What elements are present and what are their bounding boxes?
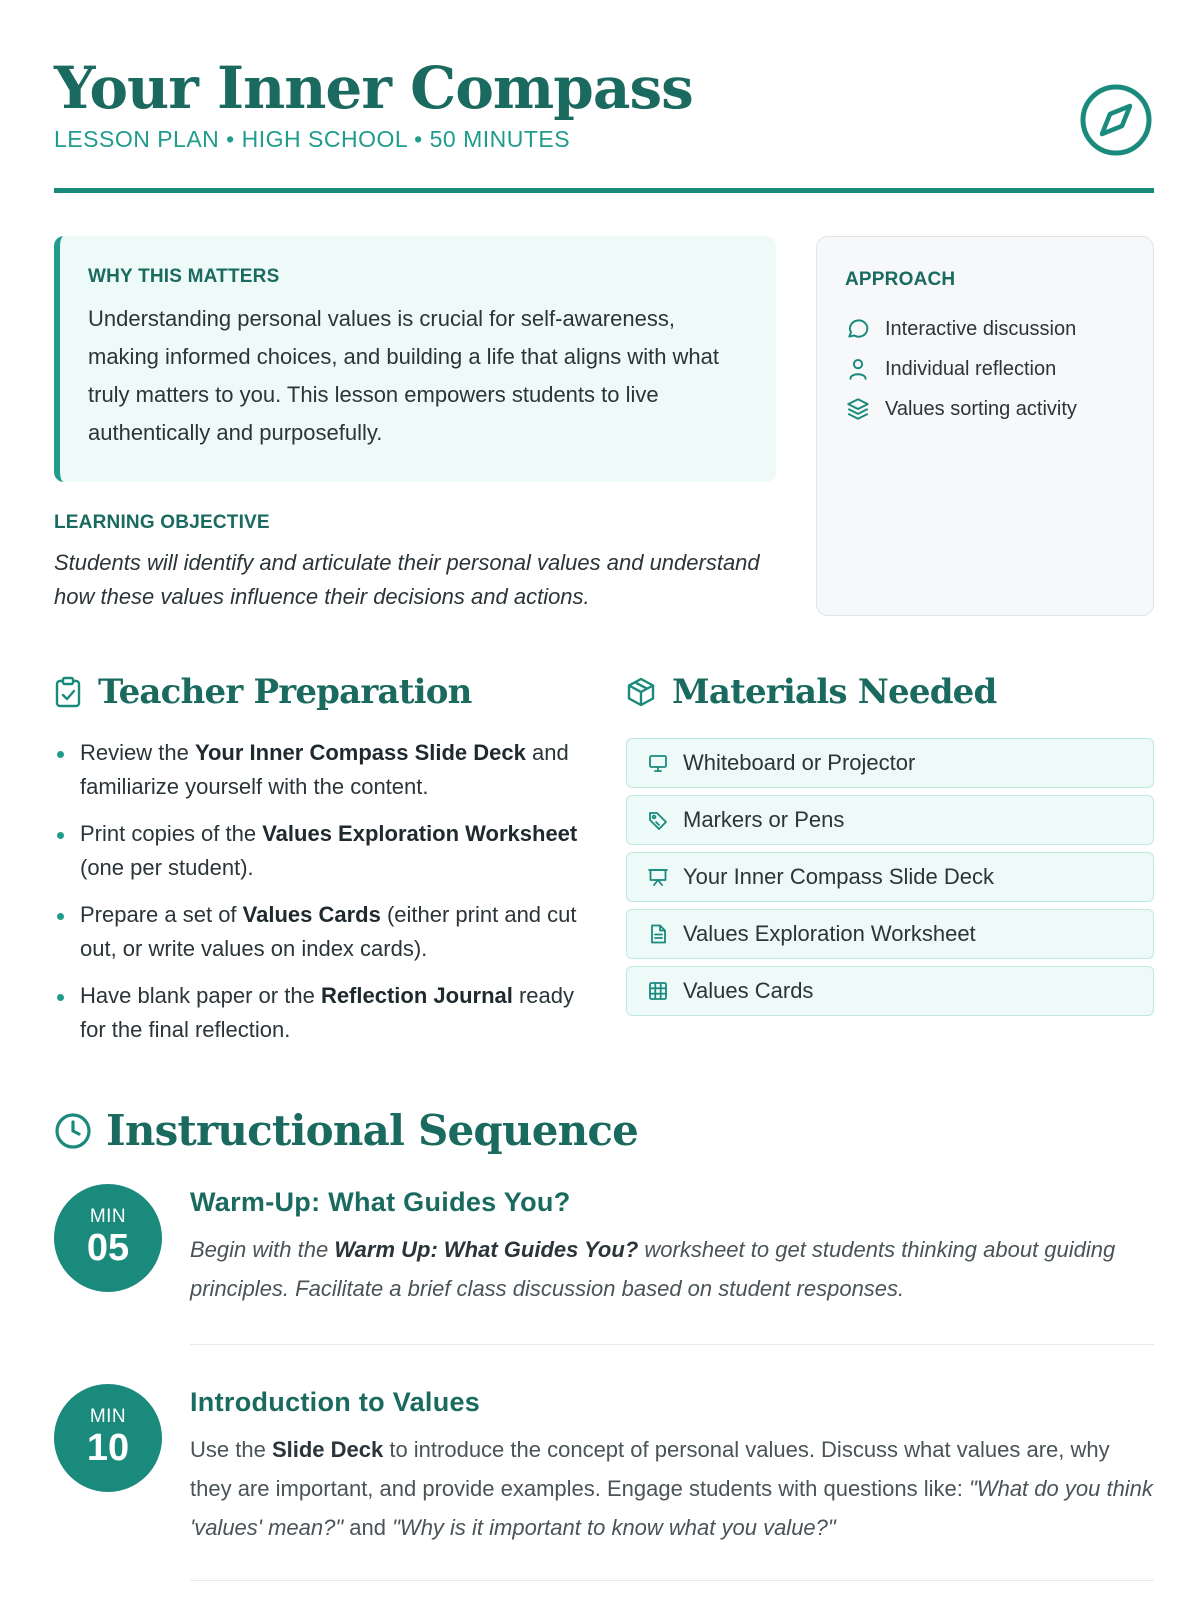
layers-icon — [845, 396, 871, 422]
why-body: Understanding personal values is crucial for self-awareness, making informed choices, and building a life that aligns with what truly matters to you. This lesson empowers students to live authentically and purposefully. — [88, 306, 720, 445]
compass-icon — [1078, 82, 1154, 158]
clock-icon — [54, 1112, 92, 1150]
package-icon — [626, 676, 656, 708]
grid-icon — [647, 980, 669, 1002]
step-description: Use the Slide Deck to introduce the concept of personal values. Discuss what values are, why they are important, and provide examples. Engage students with questions like: "What do you think 'values' mean?" and "Why is it important to know what you value?" — [190, 1437, 1153, 1540]
list-item: Have blank paper or the Reflection Journal ready for the final reflection. — [54, 979, 594, 1047]
instructional-sequence-heading — [54, 1106, 638, 1155]
step-body — [190, 1184, 1154, 1308]
presentation-icon — [647, 866, 669, 888]
teacher-preparation-heading — [54, 672, 472, 712]
approach-list — [845, 309, 1127, 429]
objective-text: Students will identify and articulate their personal values and understand how these values influence their decisions and actions. — [54, 550, 760, 609]
approach-item-label: Values sorting activity — [885, 397, 1077, 420]
page-subtitle: LESSON PLAN • HIGH SCHOOL • 50 MINUTES — [54, 126, 571, 152]
page-title: Your Inner Compass — [54, 54, 693, 122]
material-item — [626, 795, 1154, 845]
monitor-icon — [647, 752, 669, 774]
approach-item-label: Individual reflection — [885, 357, 1057, 380]
list-item: Review the Your Inner Compass Slide Deck and familiarize yourself with the content. — [54, 736, 594, 804]
time-badge-minutes: 10 — [86, 1427, 130, 1469]
time-badge — [54, 1384, 162, 1492]
time-badge — [54, 1184, 162, 1292]
step-divider — [190, 1580, 1154, 1581]
step-title: Introduction to Values — [190, 1387, 481, 1417]
approach-item — [845, 309, 1127, 349]
why-label: WHY THIS MATTERS — [88, 266, 280, 287]
approach-card — [816, 236, 1154, 616]
material-item-label: Values Exploration Worksheet — [683, 921, 976, 946]
time-badge-label: MIN — [89, 1206, 127, 1227]
teacher-preparation-title: Teacher Preparation — [98, 672, 472, 712]
material-item — [626, 738, 1154, 788]
list-item: Prepare a set of Values Cards (either print and cut out, or write values on index cards). — [54, 898, 594, 966]
instructional-sequence-title: Instructional Sequence — [106, 1106, 639, 1155]
material-item-label: Markers or Pens — [683, 807, 845, 832]
materials-needed-heading — [626, 672, 996, 712]
preparation-list — [54, 736, 594, 1060]
approach-item — [845, 349, 1127, 389]
material-item — [626, 966, 1154, 1016]
material-item-label: Your Inner Compass Slide Deck — [683, 864, 995, 889]
step-title: Warm-Up: What Guides You? — [190, 1187, 571, 1217]
time-badge-label: MIN — [89, 1406, 127, 1427]
header-divider — [54, 188, 1154, 193]
tag-icon — [647, 809, 669, 831]
person-icon — [845, 356, 871, 382]
material-item — [626, 909, 1154, 959]
material-item — [626, 852, 1154, 902]
material-item-label: Whiteboard or Projector — [683, 750, 916, 775]
why-this-matters-card — [54, 236, 776, 482]
step-divider — [190, 1344, 1154, 1345]
clipboard-check-icon — [54, 676, 82, 708]
chat-bubble-icon — [845, 316, 871, 342]
document-icon — [647, 923, 669, 945]
approach-item — [845, 389, 1127, 429]
page-header — [54, 52, 1154, 192]
learning-objective — [54, 512, 784, 614]
materials-list — [626, 738, 1154, 1023]
step-body — [190, 1384, 1154, 1547]
material-item-label: Values Cards — [683, 978, 814, 1003]
materials-needed-title: Materials Needed — [672, 672, 997, 712]
approach-item-label: Interactive discussion — [885, 317, 1077, 340]
objective-label: LEARNING OBJECTIVE — [54, 512, 270, 533]
approach-label: APPROACH — [845, 269, 956, 290]
list-item: Print copies of the Values Exploration Worksheet (one per student). — [54, 817, 594, 885]
time-badge-minutes: 05 — [86, 1227, 130, 1269]
step-description: Begin with the Warm Up: What Guides You? worksheet to get students thinking about guiding principles. Facilitate a brief class discussion based on student responses. — [190, 1237, 1116, 1301]
